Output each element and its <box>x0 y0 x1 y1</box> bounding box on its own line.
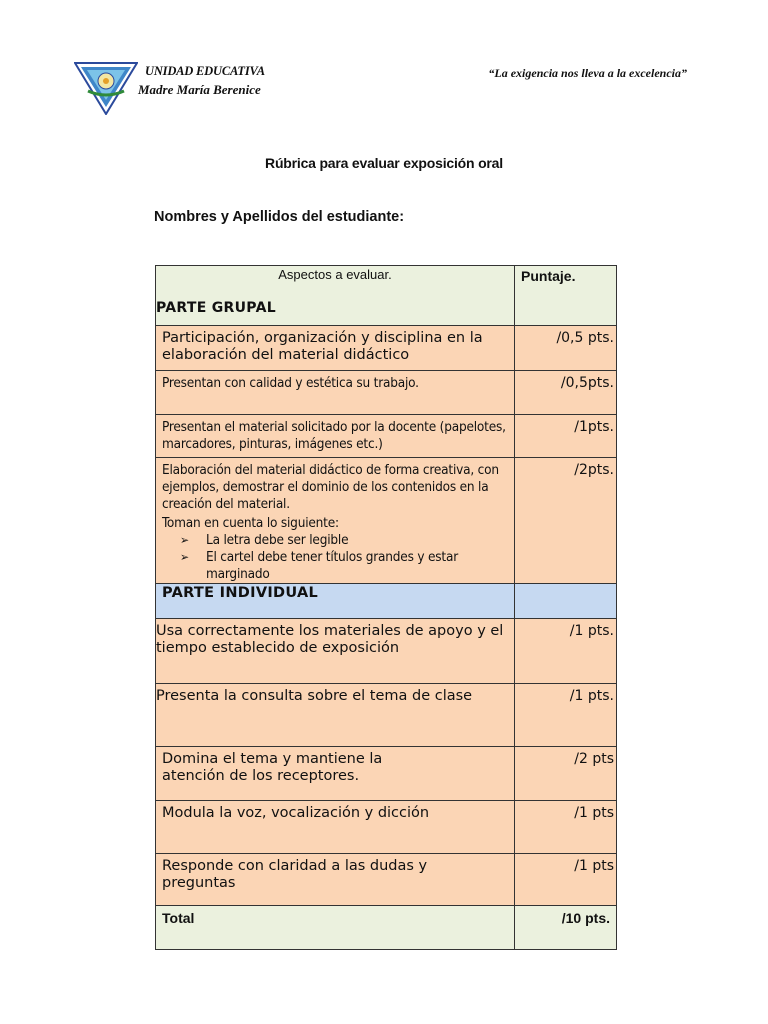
criterion-score: /1 pts. <box>515 619 617 684</box>
criterion-text: Participación, organización y disciplina en la elaboración del material didáctico <box>156 326 515 371</box>
criterion-score: /1 pts <box>515 801 617 854</box>
criterion-cell <box>156 458 515 584</box>
criterion-text: Presentan el material solicitado por la docente (papelotes, marcadores, pinturas, imágenes etc.) <box>156 415 515 458</box>
criterion-score: /1 pts <box>515 854 617 906</box>
criterion-score: /0,5pts. <box>515 371 617 415</box>
table-row <box>156 619 617 684</box>
school-logo <box>74 61 138 115</box>
school-motto: “La exigencia nos lleva a la excelencia” <box>488 66 687 80</box>
table-row <box>156 371 617 415</box>
empty-cell <box>515 584 617 619</box>
column-header-aspects: Aspectos a evaluar. <box>278 267 392 282</box>
criterion-text: Usa correctamente los materiales de apoyo y el tiempo establecido de exposición <box>156 619 515 684</box>
section-title-group: PARTE GRUPAL <box>156 300 276 316</box>
school-subtitle: Madre María Berenice <box>138 82 261 97</box>
criterion-score: /1pts. <box>515 415 617 458</box>
table-row <box>156 801 617 854</box>
page-title: Rúbrica para evaluar exposición oral <box>265 155 503 171</box>
criterion-bullet-list <box>162 532 514 583</box>
total-score: /10 pts. <box>515 906 617 950</box>
criterion-text: Elaboración del material didáctico de forma creativa, con ejemplos, demostrar el dominio de los contenidos en la creación del material. <box>162 462 499 512</box>
criterion-text: Presenta la consulta sobre el tema de clase <box>156 684 515 747</box>
section-row-individual <box>156 584 617 619</box>
criterion-text: Domina el tema y mantiene la atención de los receptores. <box>156 747 515 801</box>
criterion-text: Presentan con calidad y estética su trabajo. <box>156 371 515 415</box>
criterion-text: Responde con claridad a las dudas y preguntas <box>156 854 515 906</box>
arrow-bullet-icon: ➢ <box>180 550 189 564</box>
table-row <box>156 458 617 584</box>
table-row <box>156 684 617 747</box>
total-row <box>156 906 617 950</box>
table-row <box>156 415 617 458</box>
arrow-bullet-icon: ➢ <box>180 533 189 547</box>
school-name: UNIDAD EDUCATIVA <box>145 64 265 78</box>
criterion-score: /0,5 pts. <box>515 326 617 371</box>
criterion-score: /2 pts <box>515 747 617 801</box>
rubric-table <box>155 265 617 950</box>
total-label: Total <box>156 906 515 950</box>
list-item: ➢ La letra debe ser legible <box>180 532 349 548</box>
table-row <box>156 326 617 371</box>
criterion-note: Toman en cuenta lo siguiente: <box>162 515 339 531</box>
section-title-individual: PARTE INDIVIDUAL <box>156 584 515 619</box>
criterion-score: /2pts. <box>515 458 617 584</box>
table-header-row <box>156 266 617 326</box>
student-name-label: Nombres y Apellidos del estudiante: <box>154 209 405 225</box>
table-row <box>156 747 617 801</box>
column-header-score: Puntaje. <box>515 266 617 326</box>
list-item: ➢ El cartel debe tener títulos grandes y estar marginado <box>180 549 458 582</box>
criterion-score: /1 pts. <box>515 684 617 747</box>
table-row <box>156 854 617 906</box>
criterion-text: Modula la voz, vocalización y dicción <box>156 801 515 854</box>
